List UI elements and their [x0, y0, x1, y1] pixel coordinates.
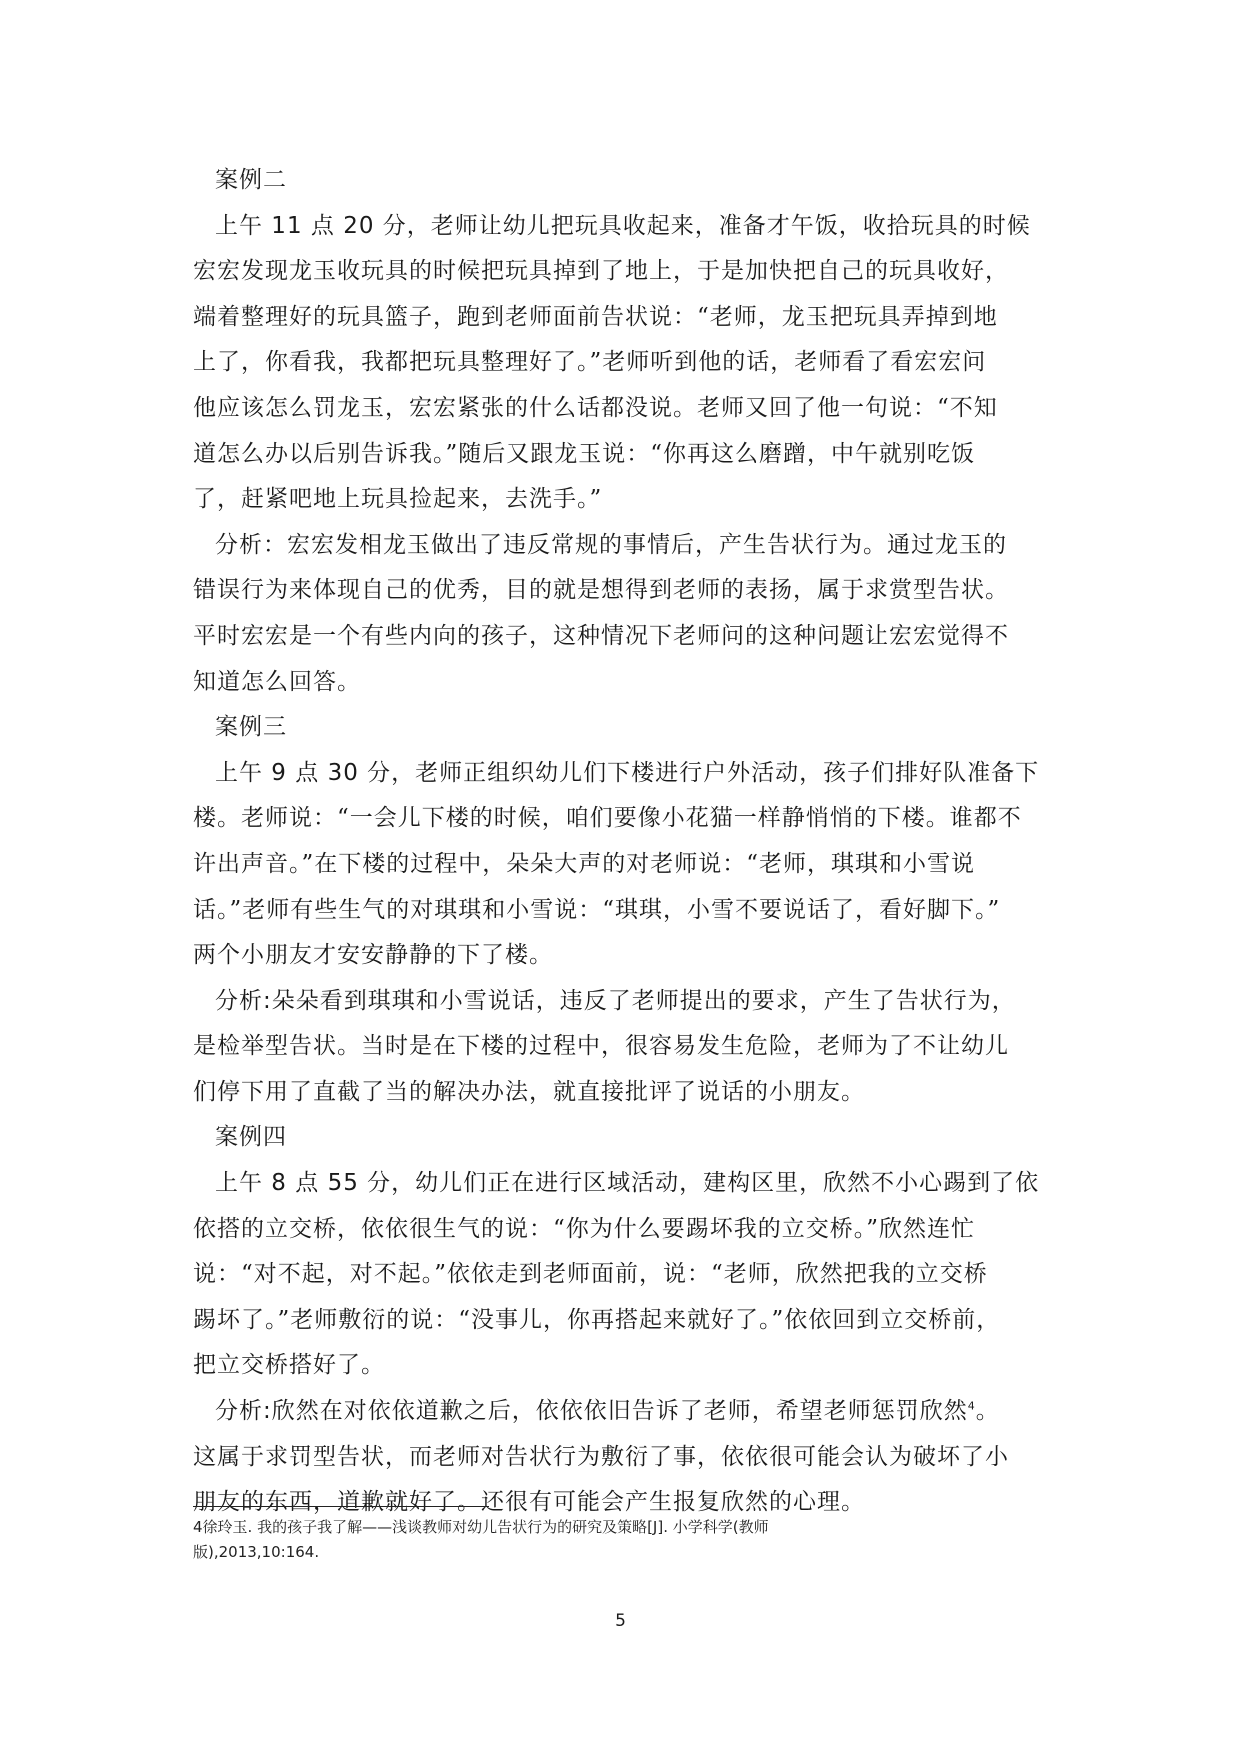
case2-line-5: 他应该怎么罚龙玉，宏宏紧张的什么话都没说。老师又回了他一句说：“不知 — [193, 394, 998, 421]
case4-line-3: 说：“对不起，对不起。”依依走到老师面前，说：“老师，欣然把我的立交桥 — [193, 1261, 988, 1288]
case3-line-1: 上午 9 点 30 分，老师正组织幼儿们下楼进行户外活动，孩子们排好队准备下 — [215, 759, 1040, 786]
case2-line-4: 上了，你看我，我都把玩具整理好了。”老师听到他的话，老师看了看宏宏问 — [193, 349, 987, 376]
case3-analysis-line-1 — [193, 979, 1043, 1025]
case4-analysis-line-3: 朋友的东西，道歉就好了。还很有可能会产生报复欣然的心理。 — [193, 1489, 865, 1516]
case4-analysis-line-2: 这属于求罚型告状，而老师对告状行为敷衍了事，依依很可能会认为破坏了小 — [193, 1443, 1009, 1470]
case2-analysis-label: 分析： — [215, 531, 287, 558]
case2-line-2: 宏宏发现龙玉收玩具的时候把玩具掉到了地上，于是加快把自己的玩具收好， — [193, 258, 1009, 285]
case2-line-7: 了，赶紧吧地上玩具捡起来，去洗手。” — [193, 486, 603, 513]
case4-line-2: 依搭的立交桥，依依很生气的说：“你为什么要踢坏我的立交桥。”欣然连忙 — [193, 1215, 976, 1242]
case3-line-4: 话。”老师有些生气的对琪琪和小雪说：“琪琪，小雪不要说话了，看好脚下。” — [193, 896, 1001, 923]
case3-line-3: 许出声音。”在下楼的过程中，朵朵大声的对老师说：“老师，琪琪和小雪说 — [193, 850, 976, 877]
case2-analysis-text: 宏宏发相龙玉做出了违反常规的事情后，产生告状行为。通过龙玉的 — [287, 531, 1007, 558]
case4-analysis-line-1 — [193, 1389, 1043, 1435]
case3-analysis-line-2: 是检举型告状。当时是在下楼的过程中，很容易发生危险，老师为了不让幼儿 — [193, 1033, 1009, 1060]
footnote-line-1: 4徐玲玉. 我的孩子我了解——浅谈教师对幼儿告状行为的研究及策略[J]. 小学科学(教师 — [193, 1518, 769, 1536]
case4-analysis-text: :欣然在对依依道歉之后，依依依旧告诉了老师，希望老师惩罚欣然 — [263, 1398, 968, 1425]
case3-analysis-text: :朵朵看到琪琪和小雪说话，违反了老师提出的要求，产生了告状行为， — [263, 987, 1016, 1014]
case4-line-4: 踢坏了。”老师敷衍的说：“没事儿，你再搭起来就好了。”依依回到立交桥前， — [193, 1306, 1001, 1333]
case2-analysis-line-2: 错误行为来体现自己的优秀，目的就是想得到老师的表扬，属于求赏型告状。 — [193, 577, 1009, 604]
case2-analysis-line-1 — [193, 523, 1043, 569]
case4-line-1: 上午 8 点 55 分，幼儿们正在进行区域活动，建构区里，欣然不小心踢到了依 — [215, 1170, 1040, 1197]
case4-analysis-label: 分析 — [215, 1398, 263, 1425]
case4-heading: 案例四 — [215, 1124, 287, 1151]
case2-analysis-line-4: 知道怎么回答。 — [193, 668, 361, 695]
footnote-line-2: 版),2013,10:164. — [193, 1543, 320, 1561]
case2-line-6: 道怎么办以后别告诉我。”随后又跟龙玉说：“你再这么磨蹭，中午就别吃饭 — [193, 440, 976, 467]
case3-analysis-line-3: 们停下用了直截了当的解决办法，就直接批评了说话的小朋友。 — [193, 1078, 865, 1105]
case2-line-1: 上午 11 点 20 分，老师让幼儿把玩具收起来，准备才午饭，收拾玩具的时候 — [215, 212, 1031, 239]
case4-analysis-period: 。 — [975, 1398, 1000, 1425]
body-text — [193, 158, 1043, 1526]
case4-line-5: 把立交桥搭好了。 — [193, 1352, 385, 1379]
footnote-reference[interactable]: 4 — [967, 1399, 976, 1413]
case3-line-5: 两个小朋友才安安静静的下了楼。 — [193, 942, 553, 969]
case3-heading: 案例三 — [215, 714, 287, 741]
case3-analysis-label: 分析 — [215, 987, 263, 1014]
page-number: 5 — [615, 1611, 626, 1631]
case2-analysis-line-3: 平时宏宏是一个有些内向的孩子，这种情况下老师问的这种问题让宏宏觉得不 — [193, 622, 1009, 649]
case2-heading: 案例二 — [215, 167, 287, 193]
case2-line-3: 端着整理好的玩具篮子，跑到老师面前告状说：“老师，龙玉把玩具弄掉到地 — [193, 303, 998, 330]
footnote-divider — [193, 1506, 489, 1507]
footnote — [193, 1515, 1043, 1565]
case3-line-2: 楼。老师说：“一会儿下楼的时候，咱们要像小花猫一样静悄悄的下楼。谁都不 — [193, 805, 1022, 832]
